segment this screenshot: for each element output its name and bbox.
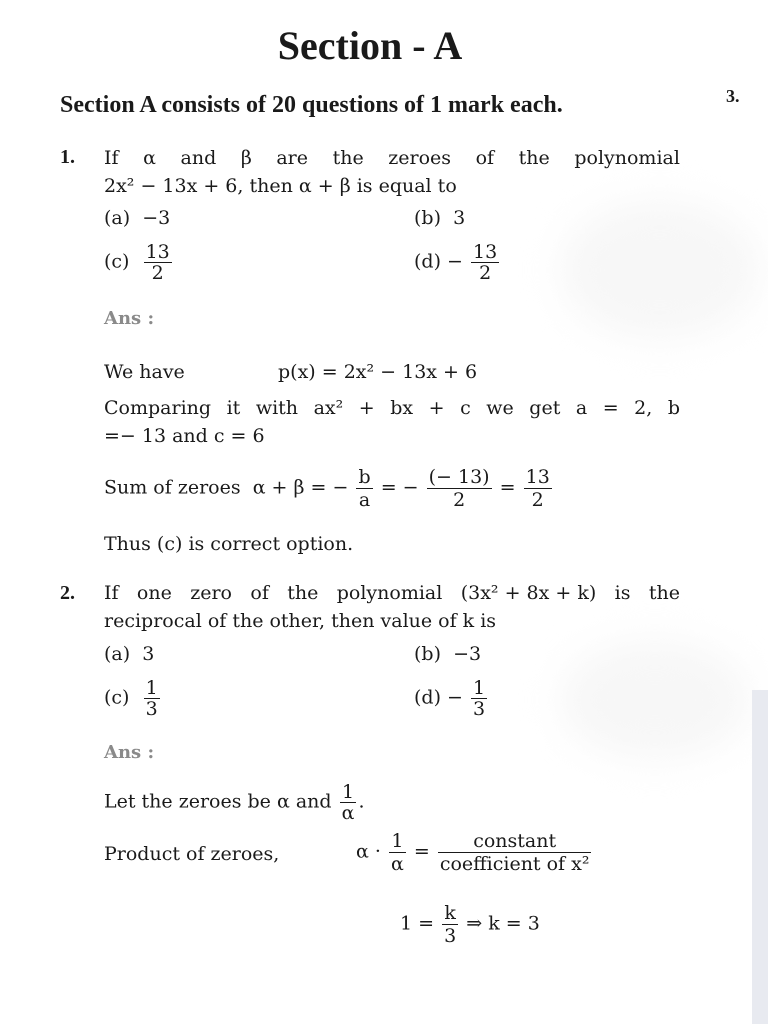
side-question-number: 3. xyxy=(726,86,740,106)
q1-option-a: (a) −3 xyxy=(104,207,171,229)
q1-comparing-cont: =− 13 and c = 6 xyxy=(104,425,265,447)
q1-conclusion: Thus (c) is correct option. xyxy=(104,533,354,555)
q2-ans-label: Ans : xyxy=(104,742,155,763)
q2-let-zeroes: Let the zeroes be α and $\frac{1}{\alpha}$ . xyxy=(104,781,365,824)
q1-number: 1. xyxy=(60,146,75,168)
q2-number: 2. xyxy=(60,582,75,604)
q2-final-equation: 1 = $\frac{k}{3}$ ⇒ k = 3 xyxy=(400,902,540,947)
scrollbar-track[interactable] xyxy=(752,690,768,1024)
q1-option-d: (d) − $\frac{13}{2}$ xyxy=(414,241,498,284)
q1-option-c: (c) $\frac{13}{2}$ xyxy=(104,241,170,284)
q2-text-line2: reciprocal of the other, then value of k is xyxy=(104,610,497,632)
q2-option-d: (d) − $\frac{1}{3}$ xyxy=(414,677,486,720)
q1-sum-of-zeroes: Sum of zeroes α + β = − $\frac{b}{a}$ = − $\frac{(- 13)}{2}$ = $\frac{13}{2}$ xyxy=(104,466,550,511)
q1-text-line2: 2x² − 13x + 6, then α + β is equal to xyxy=(104,175,457,197)
q1-ans-label: Ans : xyxy=(104,308,155,329)
q1-comparing: Comparing it with ax² + bx + c we get a = 2, b xyxy=(104,397,680,419)
section-title: Section - A xyxy=(277,23,463,68)
q2-text-line1: If one zero of the polynomial (3x² + 8x + k) is the xyxy=(104,582,680,604)
q1-text-line1: If α and β are the zeroes of the polynomial xyxy=(104,147,680,169)
q2-option-c: (c) $\frac{1}{3}$ xyxy=(104,677,158,720)
q1-option-b: (b) 3 xyxy=(414,207,466,229)
q2-option-b: (b) −3 xyxy=(414,643,482,665)
q2-option-a: (a) 3 xyxy=(104,643,155,665)
q1-we-have: We have xyxy=(104,361,185,383)
q2-product-label: Product of zeroes, xyxy=(104,843,280,865)
section-subtitle: Section A consists of 20 questions of 1 mark each. xyxy=(60,92,563,118)
q1-polynomial: p(x) = 2x² − 13x + 6 xyxy=(278,361,478,383)
q2-product-equation: α · $\frac{1}{\alpha}$ = $\frac{\text{constant}}{\text{coefficient of x²}}$ xyxy=(356,830,590,875)
